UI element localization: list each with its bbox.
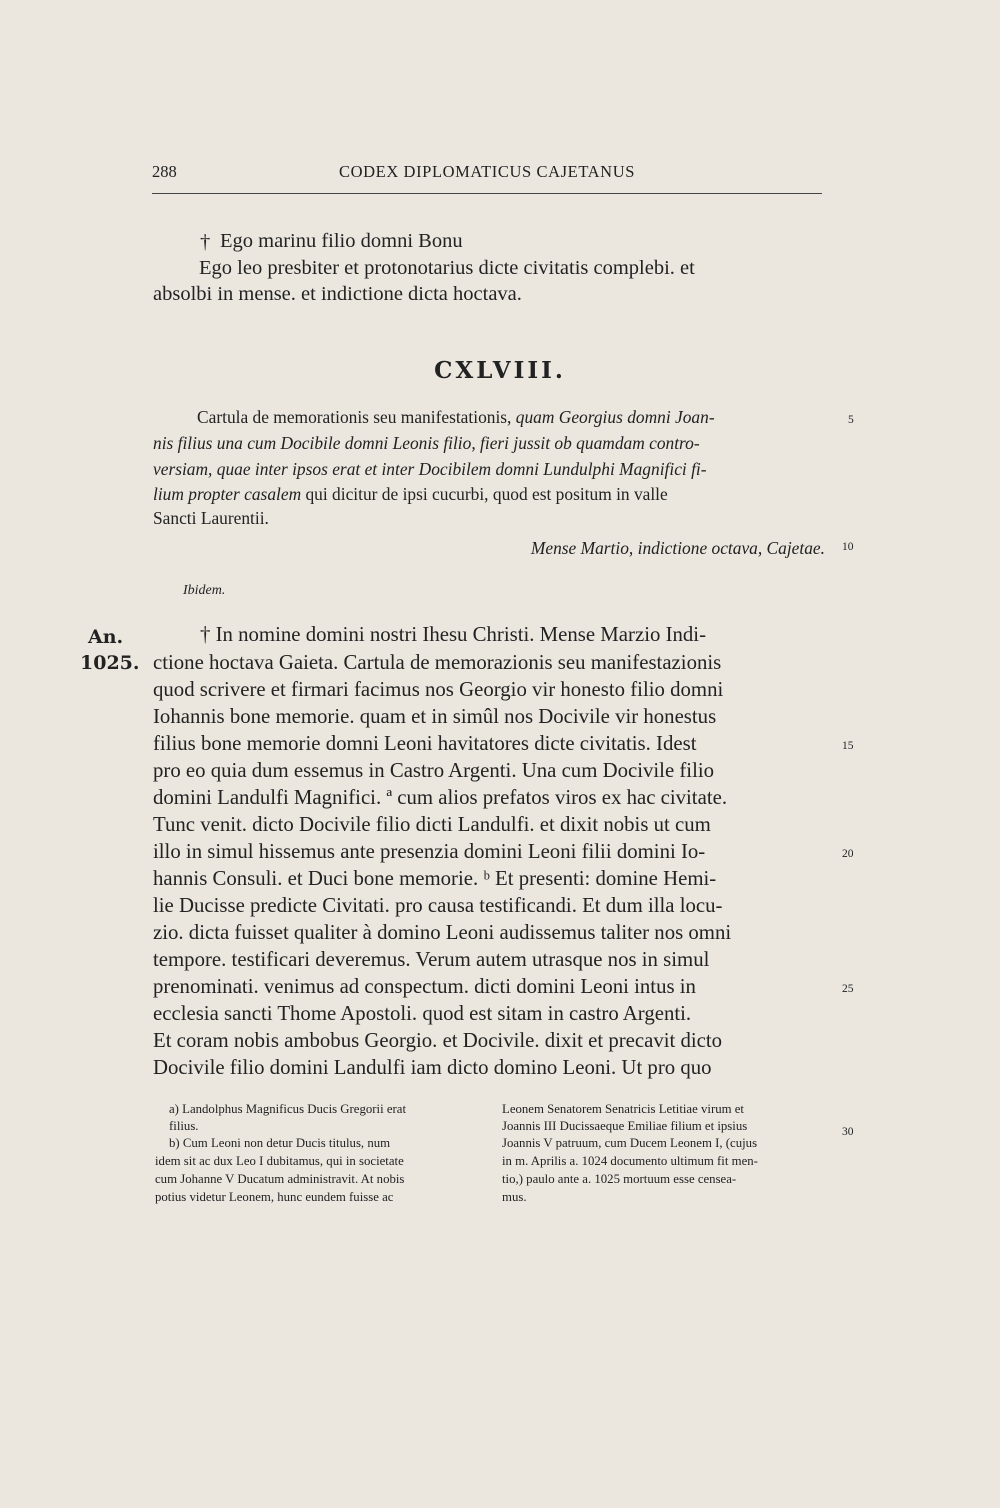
signature-line: absolbi in mense. et indictione dicta hoctava. — [153, 283, 522, 305]
signature-line: Ego leo presbiter et protonotarius dicte civitatis complebi. et — [199, 257, 695, 279]
text-line: tempore. testificari deveremus. Verum autem utrasque nos in simul — [153, 948, 710, 971]
text-line: filius bone memorie domni Leoni havitatores dicte civitatis. Idest — [153, 732, 697, 755]
footnote-line: Joannis III Ducissaeque Emiliae filium et ipsius — [502, 1119, 748, 1133]
text-line: illo in simul hissemus ante presenzia domini Leoni filii domini Io- — [153, 840, 706, 863]
footnote-line: b) Cum Leoni non detur Ducis titulus, num — [169, 1136, 391, 1150]
footnote-line: in m. Aprilis a. 1024 documento ultimum fit men- — [502, 1154, 758, 1168]
text-line: domini Landulfi Magnifici. ª cum alios prefatos viros ex hac civitate. — [153, 786, 728, 809]
header-rule — [152, 193, 822, 194]
text-line: Docivile filio domini Landulfi iam dicto domino Leoni. Ut pro quo — [153, 1056, 712, 1079]
regest-line: lium propter casalem qui dicitur de ipsi cucurbi, quod est positum in valle — [153, 484, 668, 504]
text-line: hannis Consuli. et Duci bone memorie. ᵇ Et presenti: domine Hemi- — [153, 867, 717, 890]
source-note: Ibidem. — [183, 583, 226, 598]
footnote-line: tio,) paulo ante a. 1025 mortuum esse censea- — [502, 1172, 737, 1186]
text-line: ecclesia sancti Thome Apostoli. quod est sitam in castro Argenti. — [153, 1002, 692, 1025]
line-number: 15 — [842, 740, 854, 752]
footnote-line: idem sit ac dux Leo I dubitamus, qui in societate — [155, 1154, 404, 1168]
text-line: quod scrivere et firmari facimus nos Georgio vir honesto filio domni — [153, 678, 724, 701]
line-number: 30 — [842, 1126, 854, 1138]
regest-line: Cartula de memorationis seu manifestationis, quam Georgius domni Joan- — [197, 407, 715, 427]
regest-line: versiam, quae inter ipsos erat et inter Docibilem domni Lundulphi Magnifici fi- — [153, 459, 707, 479]
line-number: 10 — [842, 541, 854, 553]
footnote-line: potius videtur Leonem, hunc eundem fuisse ac — [155, 1190, 394, 1204]
running-head — [152, 162, 822, 184]
text-line: ctione hoctava Gaieta. Cartula de memorazionis seu manifestazionis — [153, 651, 722, 674]
line-number: 25 — [842, 983, 854, 995]
date-line: Mense Martio, indictione octava, Cajetae. — [530, 538, 825, 558]
regest-line: nis filius una cum Docibile domni Leonis filio, fieri jussit ob quamdam contro- — [153, 433, 700, 453]
text-line: prenominati. venimus ad conspectum. dicti domini Leoni intus in — [153, 975, 696, 998]
running-title: CODEX DIPLOMATICUS CAJETANUS — [339, 162, 635, 181]
regest-line: Sancti Laurentii. — [153, 508, 269, 528]
margin-year-value: 1025. — [80, 652, 140, 674]
text-line: lie Ducisse predicte Civitati. pro causa testificandi. Et dum illa locu- — [153, 894, 723, 917]
footnote-line: a) Landolphus Magnificus Ducis Gregorii erat — [169, 1102, 407, 1116]
footnote-line: cum Johanne V Ducatum administravit. At nobis — [155, 1172, 405, 1186]
line-number: 5 — [848, 414, 854, 426]
text-line: Et coram nobis ambobus Georgio. et Docivile. dixit et precavit dicto — [153, 1029, 723, 1052]
text-line: † In nomine domini nostri Ihesu Christi. Mense Marzio Indi- — [200, 623, 706, 646]
document-number: CXLVIII. — [434, 357, 566, 384]
cross-sign: † — [200, 231, 211, 253]
page-number: 288 — [152, 162, 177, 181]
margin-year-label: An. — [88, 626, 124, 648]
text-line: pro eo quia dum essemus in Castro Argenti. Una cum Docivile filio — [153, 759, 715, 782]
footnote-line: filius. — [169, 1119, 199, 1133]
text-line: Tunc venit. dicto Docivile filio dicti Landulfi. et dixit nobis ut cum — [153, 813, 711, 836]
text-line: zio. dicta fuisset qualiter à domino Leoni audissemus taliter nos omni — [153, 921, 732, 944]
footnote-line: Leonem Senatorem Senatricis Letitiae virum et — [502, 1102, 744, 1116]
line-number: 20 — [842, 848, 854, 860]
footnote-line: Joannis V patruum, cum Ducem Leonem I, (cujus — [502, 1136, 758, 1150]
footnote-line: mus. — [502, 1190, 527, 1204]
signature-line: Ego marinu filio domni Bonu — [220, 230, 463, 252]
text-line: Iohannis bone memorie. quam et in simûl nos Docivile vir honestus — [153, 705, 717, 728]
